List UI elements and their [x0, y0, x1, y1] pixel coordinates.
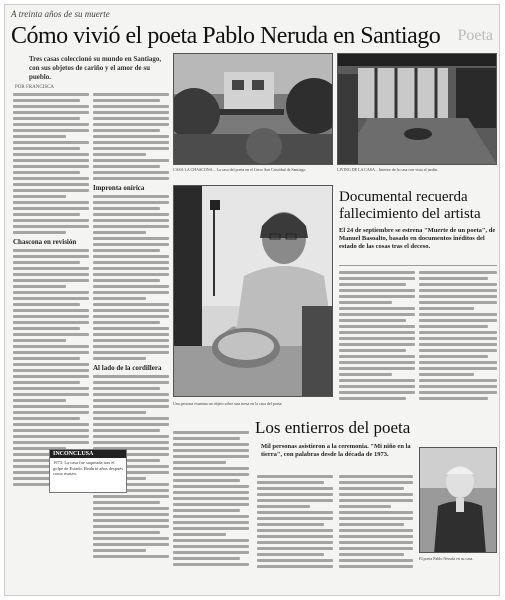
bottom-headline: Los entierros del poeta	[255, 418, 411, 437]
article-headline: Cómo vivió el poeta Pablo Neruda en Santiago	[11, 23, 441, 49]
text-column-5	[339, 475, 413, 571]
faded-header-text: Poeta	[457, 27, 493, 44]
living-room-image	[338, 54, 497, 165]
article-kicker: A treinta años de su muerte	[11, 9, 110, 19]
section-heading: Al lado de la cordillera	[93, 364, 162, 372]
newspaper-page	[4, 4, 500, 596]
portrait-image	[420, 448, 497, 553]
photo-caption: El poeta Pablo Neruda en su casa.	[419, 556, 474, 561]
text-column-1	[13, 93, 89, 489]
divider	[339, 265, 497, 266]
inconclusa-text: 1973: La casa fue saqueada tras el golpe de Estado. Reabrió años después como museo.	[53, 460, 123, 476]
text-column-3	[173, 431, 249, 569]
photo-living-room	[337, 53, 497, 165]
section-heading: Chascona en revisión	[13, 238, 77, 246]
bottom-deck: Mil personas asistieron a la ceremonia. "Mi niño en la tierra", con palabras desde la década de 1973.	[261, 443, 411, 458]
photo-caption: Una persona examina un objeto sobre una mesa en la casa del poeta.	[173, 401, 283, 406]
sidebar-deck: El 24 de septiembre se estrena "Muerte de un poeta", de Manuel Basoalto, basado en documentos inéditos del estado de las cosas tras el deceso.	[339, 227, 496, 250]
photo-house-exterior	[173, 53, 333, 165]
house-exterior-image	[174, 54, 333, 165]
sidebar-headline: Documental recuerda fallecimiento del artista	[339, 189, 481, 222]
section-heading: Impronta onírica	[93, 184, 145, 192]
article-byline: POR FRANCISCA	[15, 85, 55, 90]
sidebar-column-2	[419, 271, 497, 403]
man-at-table-image	[174, 186, 333, 397]
sidebar-column-1	[339, 271, 415, 403]
photo-main	[173, 185, 333, 397]
article-subhead: Tres casas coleccionó su mundo en Santiago, con sus objetos de cariño y el amor de su pueblo.	[29, 55, 162, 81]
photo-portrait	[419, 447, 497, 553]
inconclusa-title: INCONCLUSA	[50, 450, 126, 458]
text-column-4	[257, 475, 333, 571]
photo-caption: CASA LA CHASCONA... La casa del poeta en el Cerro San Cristóbal de Santiago.	[173, 167, 307, 172]
photo-caption: LIVING DE LA CASA... Interior de la casa con vista al jardín.	[337, 167, 438, 172]
inconclusa-box	[49, 449, 127, 493]
